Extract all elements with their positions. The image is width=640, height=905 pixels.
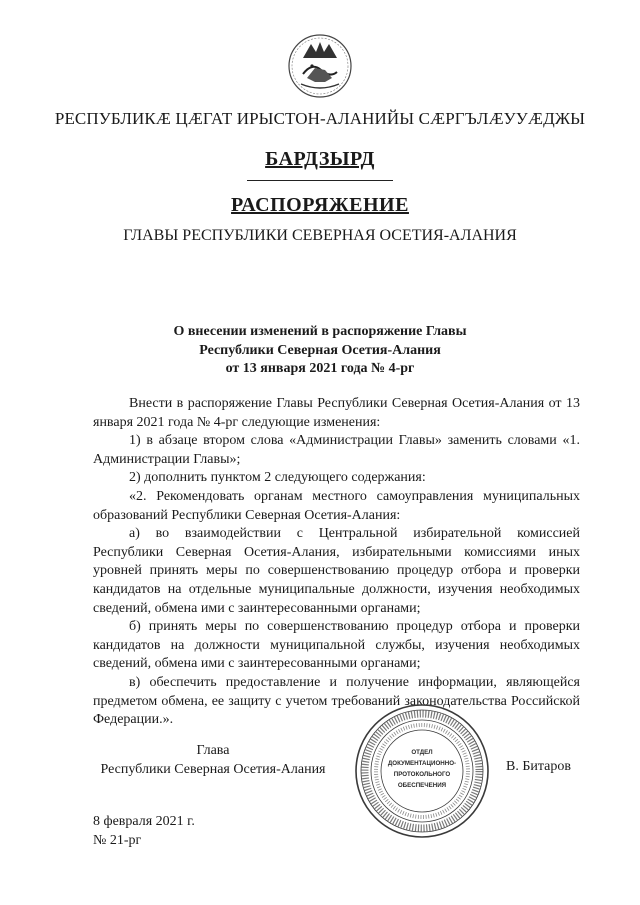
document-number: № 21-рг xyxy=(93,833,142,848)
signatory-title xyxy=(93,741,333,779)
official-stamp-seal xyxy=(353,702,491,840)
body-paragraph: в) обеспечить предоставление и получение информации, являющейся предметом обмена, ее защиту с учетом требований законодательства Российской Федерации.». xyxy=(93,674,580,728)
stamp-text-line: ПРОТОКОЛЬНОГО xyxy=(393,771,451,778)
coat-of-arms-emblem-icon xyxy=(285,30,355,100)
body-paragraph: Внести в распоряжение Главы Республики Северная Осетия-Алания от 13 января 2021 года № 4-рг следующие изменения: xyxy=(93,396,580,430)
signatory-title-line: Республики Северная Осетия-Алания xyxy=(100,762,326,777)
body-paragraph: а) во взаимодействии с Центральной избирательной комиссией Республики Северная Осетия-Алания, избирательными комиссиями иных уровней принять меры по совершенствованию процедур отбора и проверки кандидатов на отдельные муниципальные должности, изучения необходимых сведений, обмена ими с заинтересованными органами; xyxy=(93,526,580,616)
subject-line: О внесении изменений в распоряжение Главы xyxy=(173,324,467,339)
body-paragraph: 2) дополнить пунктом 2 следующего содержания: xyxy=(129,470,426,486)
stamp-text-line: ДОКУМЕНТАЦИОННО- xyxy=(387,760,457,767)
body-paragraph: 1) в абзаце втором слова «Администрации Главы» заменить словами «1. Администрации Главы»; xyxy=(93,433,580,467)
signatory-title-line: Глава xyxy=(196,743,230,758)
subject-line: Республики Северная Осетия-Алания xyxy=(199,342,441,358)
stamp-text-line: ОТДЕЛ xyxy=(411,749,433,756)
stamp-text-line: ОБЕСПЕЧЕНИЯ xyxy=(397,782,447,789)
document-body xyxy=(93,395,580,730)
document-date-number xyxy=(93,812,195,850)
document-type-ossetian: БАРДЗЫРД xyxy=(265,148,375,170)
signatory-name: В. Битаров xyxy=(506,759,571,774)
body-paragraph: б) принять меры по совершенствованию процедур отбора и проверки кандидатов на должности муниципальной службы, изучения необходимых сведений, обмена ими с заинтересованными органами; xyxy=(93,619,580,672)
body-paragraph: «2. Рекомендовать органам местного самоуправления муниципальных образований Республики Северная Осетия-Алания: xyxy=(93,488,580,523)
header-divider xyxy=(247,180,393,181)
document-date: 8 февраля 2021 г. xyxy=(93,814,195,829)
document-subject xyxy=(0,323,640,379)
republic-name-ossetian: РЕСПУБЛИКӔ ЦӔГАТ ИРЫСТОН-АЛАНИЙЫ СӔРГЪЛӔУУӔДЖЫ xyxy=(54,109,586,128)
document-type-russian: РАСПОРЯЖЕНИЕ xyxy=(231,194,409,216)
document-issuer: ГЛАВЫ РЕСПУБЛИКИ СЕВЕРНАЯ ОСЕТИЯ-АЛАНИЯ xyxy=(123,227,517,244)
subject-line: от 13 января 2021 года № 4-рг xyxy=(225,361,415,376)
